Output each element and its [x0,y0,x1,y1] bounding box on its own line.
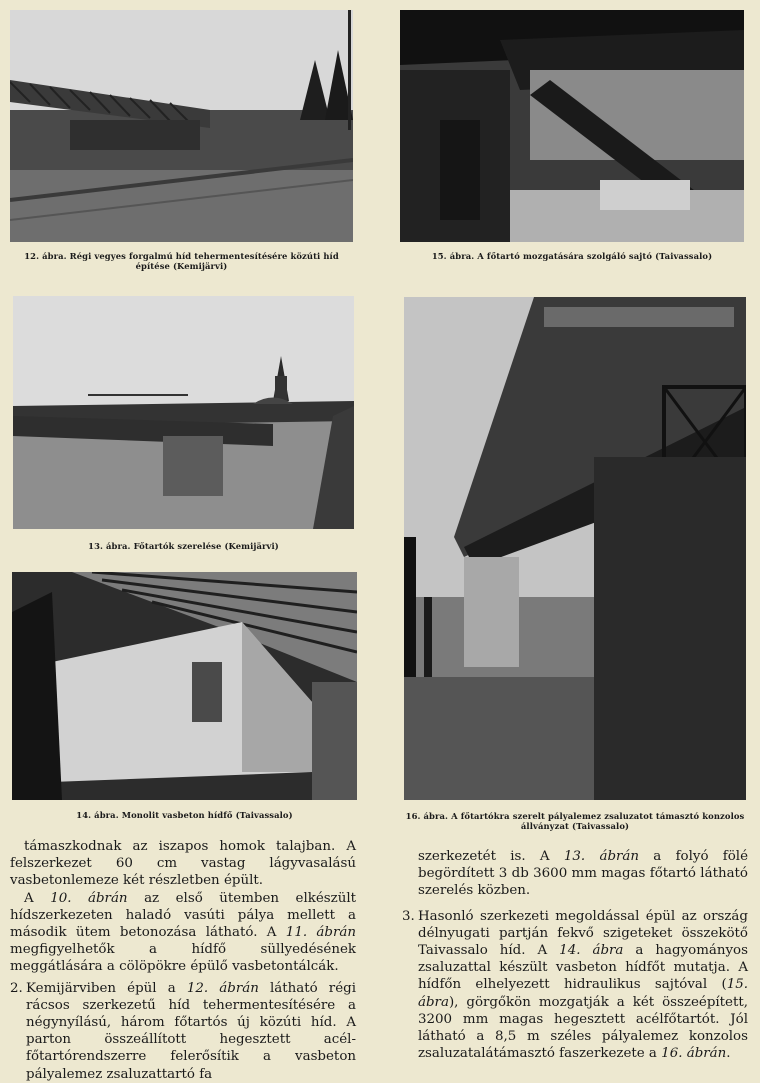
figure-reference: 16. ábrán [661,1046,727,1062]
list-number: 3. [402,908,415,924]
figure-reference: 11. ábrán [285,925,356,941]
figure-12-photo [10,10,353,242]
figure-15-caption: 15. ábra. A főtartó mozgatására szolgáló sajtó (Taivassalo) [431,251,713,261]
figure-reference: 13. ábrán [563,849,640,864]
figure-reference: 12. ábrán [186,980,259,996]
figure-reference: 15. ábra [418,977,748,1010]
figure-16-caption: 16. ábra. A főtartókra szerelt pályalemez zsaluzatot támasztó konzolos állványzat (Taivassalo) [405,811,745,831]
figure-14-photo [12,572,357,800]
figure-13-photo [13,296,354,529]
figure-12-caption: 12. ábra. Régi vegyes forgalmú híd tehermentesítésére közúti híd építése (Kemijärvi) [24,251,339,271]
list-item-3: 3. Hasonló szerkezeti megoldással épül az ország délnyugati partján fekvő szigeteket összekötő Taivassalo híd. A 14. ábra a hagyományos zsaluzattal készült vasbeton hídfőt mutatja. A hídfőn elhelyezett hidraulikus sajtóval (15. ábra), görgőkön mozgatják a két összeépített, 3200 mm magas hegesztett acélfőtartót. Jól látható a 8,5 m széles pályalemez konzolos zsaluzatalátámasztó faszerkezete a 16. ábrán. [402,908,748,1062]
figure-14-caption: 14. ábra. Monolit vasbeton hídfő (Taivassalo) [76,810,293,820]
figure-reference: 14. ábra [559,943,624,959]
paragraph-continued: támaszkodnak az iszapos homok talajban. A felszerkezet 60 cm vastag lágyvasalású vasbetonlemeze két részletben épült. [10,839,356,889]
list-number: 2. [10,980,23,996]
list-item-2: 2. Kemijärviben épül a 12. ábrán látható régi rácsos szerkezetű híd tehermentesítésére a négynyílású, három főtartós új közúti híd. A parton összeállított hegesztett acél-főtartórendszerre felerősítik a vasbeton pályalemez zsaluzattartó fa [10,980,356,1082]
figure-reference: 10. ábrán [50,890,128,906]
figure-15-photo [400,10,744,242]
right-text-column [402,848,748,1062]
left-text-column [10,838,356,1083]
figure-16-photo [404,297,746,800]
figure-13-caption: 13. ábra. Főtartók szerelése (Kemijärvi) [88,541,279,551]
paragraph-continued: szerkezetét is. A 13. ábrán a folyó fölé begördített 3 db 3600 mm magas főtartó látható szerelés közben. [418,849,749,899]
paragraph-fig10-11: A 10. ábrán az első ütemben elkészült hídszerkezeten haladó vasúti pálya mellett a második ütem betonozása látható. A 11. ábrán megfigyelhetők a hídfő süllyedésének meggátlására a cölöpökre épülő vasbetontálcák. [10,890,356,975]
